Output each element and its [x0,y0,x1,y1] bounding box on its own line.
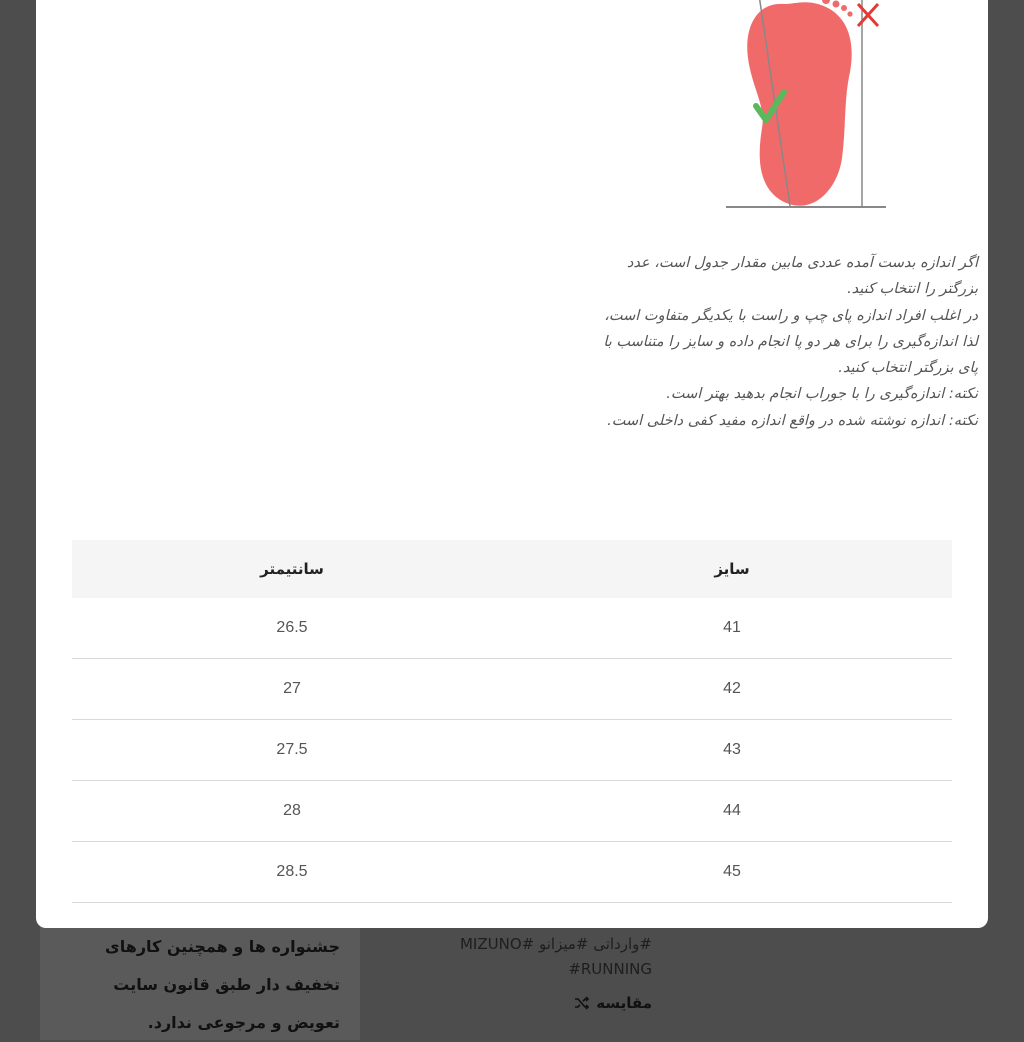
compare-label: مقایسه [596,994,652,1012]
foot-measurement-illustration [686,0,916,210]
size-cell: 43 [512,720,952,781]
cm-cell: 28.5 [72,842,512,903]
size-cell: 44 [512,781,952,842]
size-column-header: سایز [714,560,750,578]
size-cell: 41 [512,598,952,659]
promo-line: تعویض و مرجوعی ندارد. [147,1013,340,1032]
cm-cell: 27.5 [72,720,512,781]
promo-notice [60,928,340,1042]
table-row [72,598,952,659]
table-row [72,720,952,781]
cross-icon [858,4,878,26]
cm-cell: 27 [72,659,512,720]
cm-cell: 26.5 [72,598,512,659]
promo-line: جشنواره ها و همچنین کارهای [105,937,340,956]
promo-line: تخفیف دار طبق قانون سایت [113,975,340,994]
guide-paragraph: نکته: اندازه نوشته شده در واقع اندازه مفید کفی داخلی است. [607,412,978,429]
foot-shape [747,2,851,205]
compare-button[interactable] [540,994,652,1012]
cm-cell: 28 [72,781,512,842]
cm-column-header: سانتیمتر [260,560,324,578]
shuffle-icon [574,995,590,1011]
table-header-row [72,540,952,598]
size-table [72,540,952,903]
size-guide-instructions [596,250,978,434]
table-row [72,842,952,903]
table-row [72,659,952,720]
size-guide-modal [36,0,988,928]
guide-paragraph: اگر اندازه بدست آمده عددی مابین مقدار جدول است، عدد بزرگتر را انتخاب کنید. [626,255,978,298]
product-tags[interactable]: #وارداتی #میزانو #MIZUNO #RUNNING [459,935,652,978]
size-cell: 45 [512,842,952,903]
table-row [72,781,952,842]
size-cell: 42 [512,659,952,720]
guide-paragraph: در اغلب افراد اندازه پای چپ و راست با یکدیگر متفاوت است، لذا اندازه‌گیری را برای هر دو پا انجام داده و سایز را متناسب با پای بزرگتر انتخاب کنید. [603,307,978,377]
guide-paragraph: نکته: اندازه‌گیری را با جوراب انجام بدهید بهتر است. [666,386,978,403]
